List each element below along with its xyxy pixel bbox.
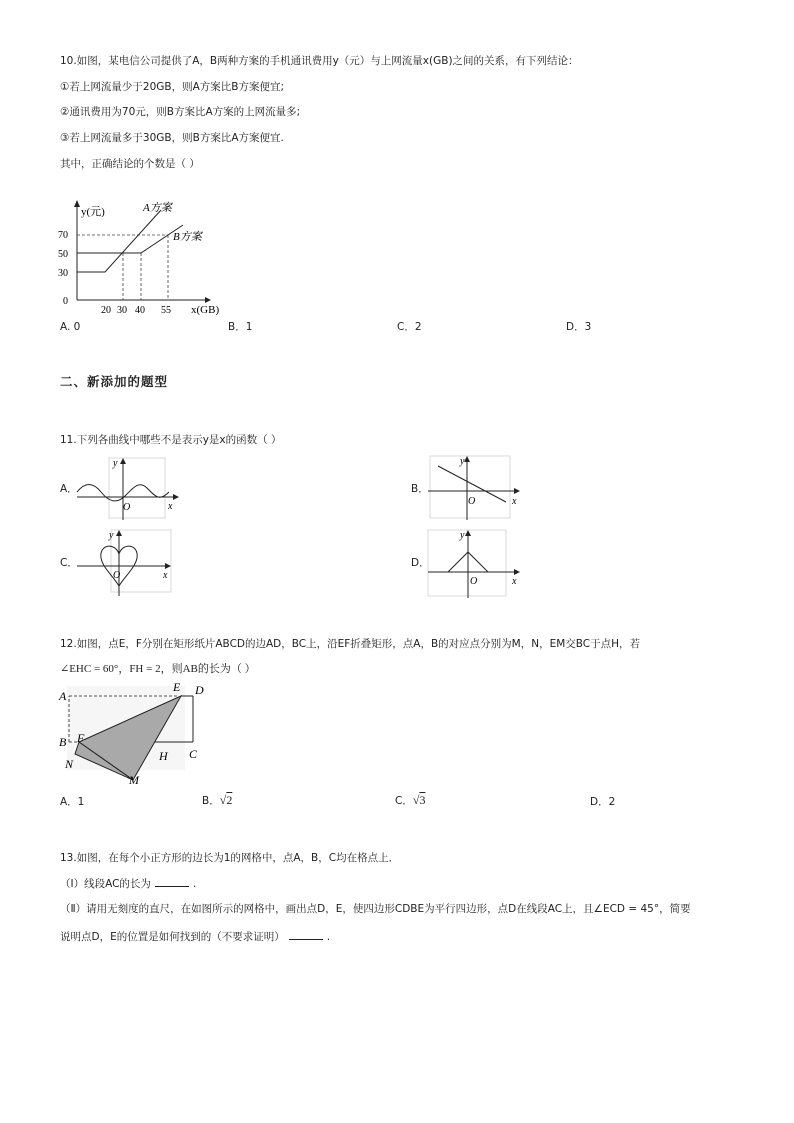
q11-graph-c-heart bbox=[75, 528, 185, 600]
q11-label-c: C． bbox=[60, 557, 78, 569]
q11-label-b: B． bbox=[411, 483, 429, 495]
q12-option-b: B．√2 bbox=[202, 793, 233, 807]
svg-text:N: N bbox=[65, 757, 74, 771]
svg-text:x: x bbox=[168, 501, 173, 512]
q12-option-a: A．1 bbox=[60, 796, 85, 808]
svg-text:O: O bbox=[123, 502, 131, 513]
q12-option-c: C．√3 bbox=[395, 793, 426, 807]
q10-x-tick-55: 55 bbox=[161, 305, 171, 315]
q12-option-d: D．2 bbox=[590, 796, 616, 808]
svg-text:O: O bbox=[470, 576, 478, 587]
svg-text:O: O bbox=[468, 496, 476, 507]
q13-part-2-line-1: （Ⅱ）请用无刻度的直尺，在如图所示的网格中，画出点D，E，使四边形CDBE为平行四边形，点D在线段AC上，且∠ECD = 45°，简要 bbox=[60, 903, 691, 915]
q10-plan-a-label: A方案 bbox=[143, 202, 172, 214]
q13-part-1-blank[interactable] bbox=[155, 876, 189, 887]
q10-option-a: A. 0 bbox=[60, 321, 81, 333]
svg-text:E: E bbox=[173, 680, 181, 694]
q10-plan-b-line bbox=[77, 225, 183, 253]
q10-origin: 0 bbox=[63, 296, 68, 307]
svg-text:M: M bbox=[129, 773, 139, 787]
q13-part-2-line-2: 说明点D，E的位置是如何找到的（不要求证明） . bbox=[60, 931, 331, 943]
q13-part-1: （Ⅰ）线段AC的长为 . bbox=[60, 878, 197, 890]
q10-conclusion-3: ③若上网流量多于30GB，则B方案比A方案便宜. bbox=[60, 132, 284, 144]
q10-option-d: D．3 bbox=[566, 321, 592, 333]
svg-text:x: x bbox=[163, 570, 168, 581]
q10-option-b: B．1 bbox=[228, 321, 253, 333]
q13-part-2-blank[interactable] bbox=[289, 929, 323, 940]
q10-x-tick-30: 30 bbox=[117, 305, 127, 315]
q10-x-tick-20: 20 bbox=[101, 305, 111, 315]
section-2-title: 二、新添加的题型 bbox=[60, 374, 169, 389]
svg-text:A: A bbox=[59, 689, 67, 703]
q10-conclusion-1: ①若上网流量少于20GB，则A方案比B方案便宜; bbox=[60, 81, 285, 93]
q11-stem: 11.下列各曲线中哪些不是表示y是x的函数（ ） bbox=[60, 434, 282, 446]
q10-cost-graph bbox=[55, 195, 245, 315]
svg-text:D: D bbox=[195, 683, 204, 697]
q12-condition: ∠EHC = 60°，FH = 2，则AB的长为（ ） bbox=[60, 663, 256, 675]
q10-option-c: C．2 bbox=[397, 321, 422, 333]
q10-x-axis-label: x(GB) bbox=[191, 304, 220, 315]
q10-plan-b-label: B方案 bbox=[173, 231, 202, 243]
svg-text:y: y bbox=[109, 530, 114, 541]
q10-y-tick-30: 30 bbox=[58, 268, 68, 279]
svg-text:y: y bbox=[460, 456, 465, 467]
q10-y-tick-50: 50 bbox=[58, 249, 68, 260]
svg-text:F: F bbox=[77, 731, 85, 745]
svg-text:B: B bbox=[59, 735, 67, 749]
svg-text:C: C bbox=[189, 747, 198, 761]
svg-text:y: y bbox=[460, 530, 465, 541]
svg-text:x: x bbox=[512, 576, 517, 587]
q10-y-axis-label: y(元) bbox=[81, 206, 105, 218]
q10-y-tick-70: 70 bbox=[58, 230, 68, 241]
q13-stem: 13.如图，在每个小正方形的边长为1的网格中，点A，B，C均在格点上． bbox=[60, 852, 400, 864]
q10-question: 其中，正确结论的个数是（ ） bbox=[60, 158, 200, 170]
q10-plan-a-line bbox=[77, 210, 161, 272]
svg-text:x: x bbox=[512, 496, 517, 507]
svg-text:H: H bbox=[159, 749, 168, 763]
q11-graph-a-wave bbox=[75, 454, 185, 524]
q11-graph-d-peak bbox=[426, 528, 526, 600]
q11-label-d: D． bbox=[411, 557, 430, 569]
svg-text:y: y bbox=[113, 458, 118, 469]
q10-stem: 10.如图，某电信公司提供了A，B两种方案的手机通讯费用y（元）与上网流量x(GB)之间的关系，有下列结论： bbox=[60, 55, 579, 67]
q10-conclusion-2: ②通讯费用为70元，则B方案比A方案的上网流量多; bbox=[60, 106, 301, 118]
q10-x-tick-40: 40 bbox=[135, 305, 145, 315]
q12-fold-figure bbox=[55, 680, 215, 790]
q11-graph-b-line bbox=[426, 454, 526, 524]
q11-label-a: A． bbox=[60, 483, 78, 495]
q10-guide-lines bbox=[77, 235, 168, 300]
svg-text:O: O bbox=[113, 570, 121, 581]
q12-stem: 12.如图，点E，F分别在矩形纸片ABCD的边AD，BC上，沿EF折叠矩形，点A，B的对应点分别为M，N，EM交BC于点H，若 bbox=[60, 638, 641, 650]
